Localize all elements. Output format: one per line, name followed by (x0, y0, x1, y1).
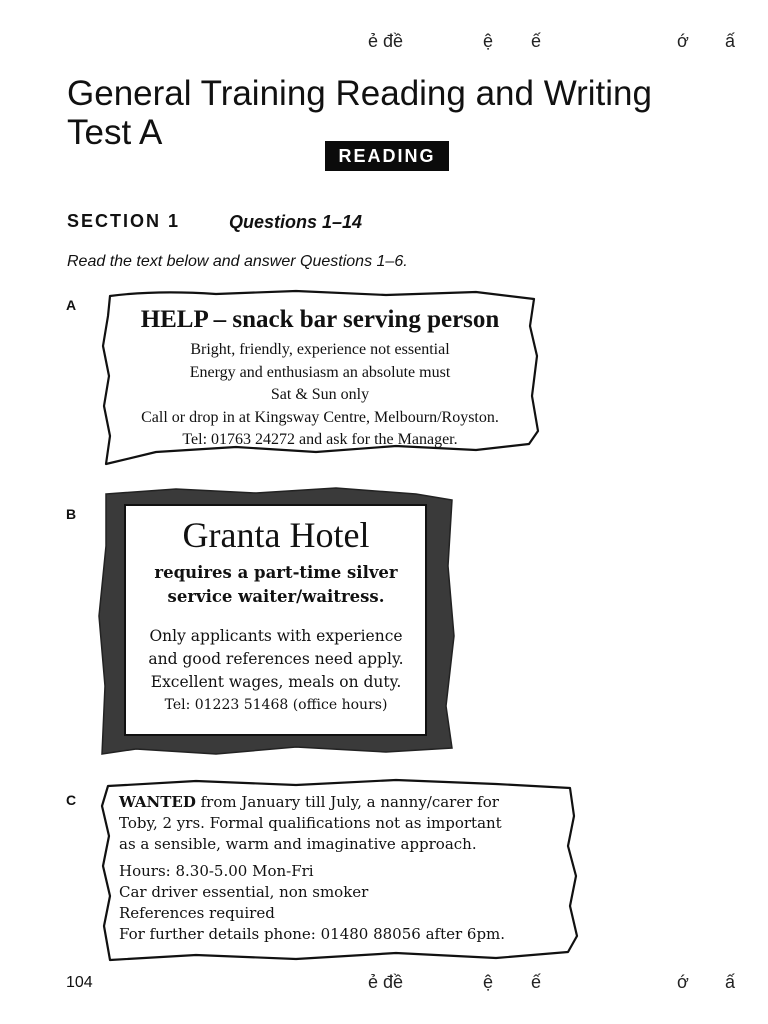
ad-a-line-1: Bright, friendly, experience not essential (190, 341, 450, 358)
header-text-1: ẻ đề (368, 31, 404, 51)
footer-text-1: ẻ đề (368, 972, 404, 992)
ad-c-intro-3: as a sensible, warm and imaginative approach. (119, 835, 477, 853)
ad-b-content (127, 513, 425, 717)
ad-c-intro-1: from January till July, a nanny/carer for (200, 793, 499, 811)
ad-a-content (110, 303, 530, 452)
ad-b-headline: Granta Hotel (182, 515, 370, 555)
page-title: General Training Reading and Writing Test A (67, 74, 652, 152)
ad-b-line-4: Tel: 01223 51468 (office hours) (164, 697, 388, 713)
ad-c-content (119, 792, 569, 945)
header-text-4: ớ (677, 31, 689, 51)
header-text-3: ế (531, 31, 542, 51)
page-number: 104 (66, 974, 93, 991)
ad-c-line-3: References required (119, 904, 275, 922)
instruction-text: Read the text below and answer Questions 1–6. (67, 253, 408, 270)
ad-b-line-3: Excellent wages, meals on duty. (150, 673, 402, 691)
ad-c-line-2: Car driver essential, non smoker (119, 883, 369, 901)
ad-c-letter: C (66, 792, 77, 808)
ad-a-line-2: Energy and enthusiasm an absolute must (189, 363, 451, 381)
ad-a-letter: A (66, 297, 77, 313)
ad-b-line-2: and good references need apply. (148, 650, 404, 668)
ad-c-intro-2: Toby, 2 yrs. Formal qualifications not as important (119, 814, 502, 832)
footer-text-3: ế (531, 972, 542, 992)
section-label: SECTION 1 (67, 211, 181, 231)
ad-a-line-3: Sat & Sun only (270, 386, 370, 403)
footer-text-4: ớ (677, 972, 689, 992)
ad-b-letter: B (66, 506, 77, 522)
ad-a-headline: HELP – snack bar serving person (140, 306, 500, 333)
questions-range: Questions 1–14 (229, 212, 363, 232)
ad-b-subhead-2: service waiter/waitress. (167, 587, 385, 606)
ad-c-line-1: Hours: 8.30-5.00 Mon-Fri (119, 862, 314, 880)
footer-text-5: ấ (725, 972, 736, 992)
ad-c-wanted: WANTED (119, 793, 196, 811)
ad-a-line-4: Call or drop in at Kingsway Centre, Melbourn/Royston. (141, 408, 499, 426)
ad-b-subhead-1: requires a part-time silver (154, 563, 398, 582)
header-text-2: ệ (483, 31, 494, 51)
reading-badge: READING (325, 141, 449, 171)
ad-b-line-1: Only applicants with experience (149, 627, 403, 645)
footer-text-2: ệ (483, 972, 494, 992)
ad-c-line-4: For further details phone: 01480 88056 after 6pm. (119, 925, 506, 943)
header-text-5: ấ (725, 31, 736, 51)
ad-a-line-5: Tel: 01763 24272 and ask for the Manager. (182, 431, 458, 448)
